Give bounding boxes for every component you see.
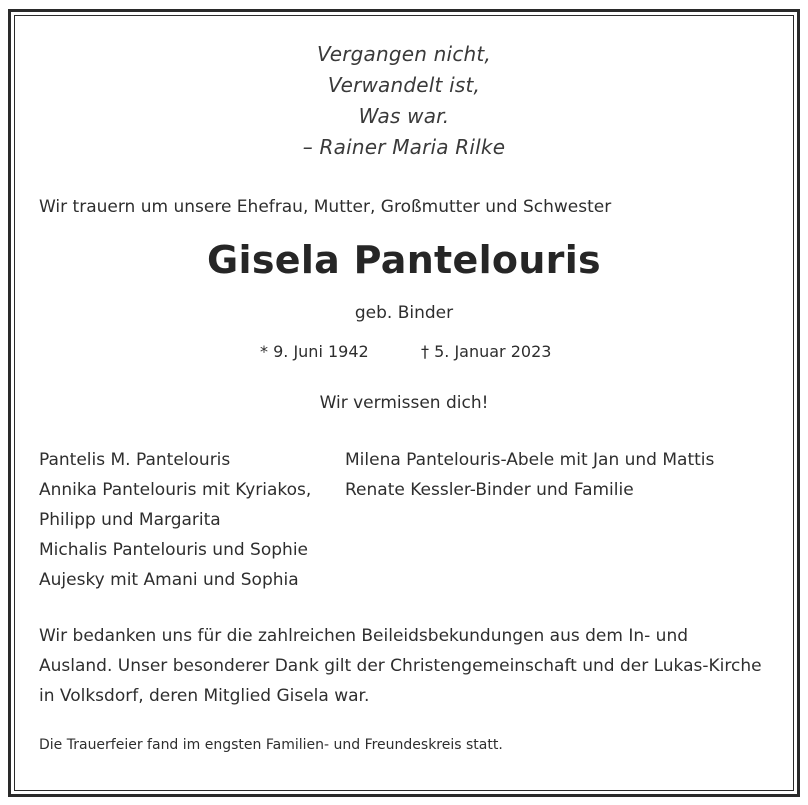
intro-text: Wir trauern um unsere Ehefrau, Mutter, Großmutter und Schwester	[39, 197, 612, 217]
mourner-right-2: Renate Kessler-Binder und Familie	[345, 480, 634, 500]
thanks-line-2: Ausland. Unser besonderer Dank gilt der Christengemeinschaft und der Lukas-Kirche	[39, 656, 762, 676]
mourner-left-3: Philipp und Margarita	[39, 510, 221, 530]
thanks-line-1: Wir bedanken uns für die zahlreichen Beileidsbekundungen aus dem In- und	[39, 626, 689, 646]
deceased-name: Gisela Pantelouris	[207, 238, 601, 282]
closing-line: Wir vermissen dich!	[319, 393, 489, 413]
poem-line-1: Vergangen nicht,	[316, 42, 491, 66]
mourner-left-5: Aujesky mit Amani und Sophia	[39, 570, 299, 590]
mourner-left-4: Michalis Pantelouris und Sophie	[39, 540, 308, 560]
thanks-line-3: in Volksdorf, deren Mitglied Gisela war.	[39, 686, 370, 706]
poem-line-2: Verwandelt ist,	[327, 73, 481, 97]
mourner-right-1: Milena Pantelouris-Abele mit Jan und Mattis	[345, 450, 715, 470]
maiden-name: geb. Binder	[354, 303, 454, 323]
poem-line-3: Was war.	[358, 104, 450, 128]
birth-date: * 9. Juni 1942	[260, 342, 369, 361]
mourner-left-2: Annika Pantelouris mit Kyriakos,	[39, 480, 312, 500]
poem-author: – Rainer Maria Rilke	[302, 135, 506, 159]
funeral-note: Die Trauerfeier fand im engsten Familien- und Freundeskreis statt.	[39, 737, 503, 753]
death-date: † 5. Januar 2023	[421, 342, 552, 361]
mourner-left-1: Pantelis M. Pantelouris	[39, 450, 231, 470]
